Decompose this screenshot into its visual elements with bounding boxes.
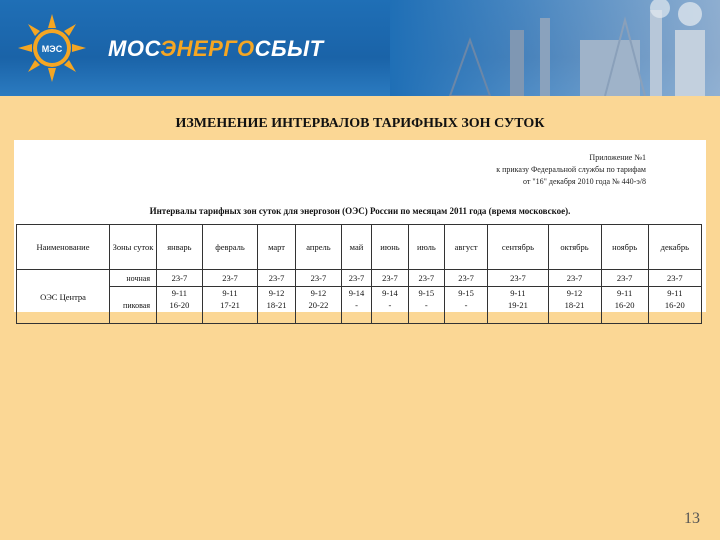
brand-name [108,36,324,62]
night-value: 23-7 [295,270,341,287]
header-month: август [444,225,488,270]
header-month: октябрь [548,225,601,270]
table-row-night [17,270,702,287]
peak-cell [408,287,444,324]
peak-cell [372,287,409,324]
peak-interval-1: 9-11 [667,288,683,298]
peak-cell [648,287,701,324]
peak-cell [258,287,296,324]
header-zones: Зоны суток [110,225,157,270]
brand-part-1: МОС [108,36,161,61]
peak-interval-2: - [464,300,468,310]
night-value: 23-7 [648,270,701,287]
peak-cell [548,287,601,324]
peak-interval-2: 20-22 [308,300,329,310]
header-month: март [258,225,296,270]
peak-interval-2: 18-21 [564,300,585,310]
peak-interval-1: 9-11 [510,288,526,298]
header-month: ноябрь [601,225,648,270]
night-value: 23-7 [601,270,648,287]
peak-interval-2: - [355,300,358,310]
header-month: декабрь [648,225,701,270]
header-month: январь [157,225,203,270]
peak-cell [488,287,548,324]
peak-interval-1: 9-12 [566,288,583,298]
peak-interval-1: 9-15 [458,288,474,298]
peak-interval-2: 19-21 [508,300,528,310]
peak-interval-2: 18-21 [266,300,287,310]
table-caption: Интервалы тарифных зон суток для энергозон (ОЭС) России по месяцам 2011 года (время московское). [149,206,571,216]
slide-title: ИЗМЕНЕНИЕ ИНТЕРВАЛОВ ТАРИФНЫХ ЗОН СУТОК [175,116,545,131]
peak-cell [341,287,371,324]
header-month: апрель [295,225,341,270]
peak-interval-2: 16-20 [664,300,685,310]
peak-cell [202,287,257,324]
peak-cell [295,287,341,324]
peak-interval-1: 9-14 [348,288,365,298]
peak-interval-1: 9-14 [382,288,398,298]
header-band [0,0,720,96]
zone-night-label: ночная [110,270,157,287]
night-value: 23-7 [408,270,444,287]
night-value: 23-7 [341,270,371,287]
peak-interval-1: 9-11 [171,288,188,298]
company-logo-icon [12,12,102,84]
header-month: май [341,225,371,270]
night-value: 23-7 [258,270,296,287]
tariff-zones-table [16,224,702,324]
night-value: 23-7 [157,270,203,287]
document-panel [14,140,706,312]
appendix-line-2: к приказу Федеральной службы по тарифам [496,165,646,174]
header-name: Наименование [17,225,110,270]
peak-cell [444,287,488,324]
region-name: ОЭС Центра [17,270,110,324]
header-month: июль [408,225,444,270]
peak-cell [157,287,203,324]
night-value: 23-7 [444,270,488,287]
header-month: июнь [372,225,409,270]
page-number: 13 [684,510,700,527]
peak-interval-1: 9-11 [222,288,238,298]
header-photo [390,0,720,96]
night-value: 23-7 [488,270,548,287]
peak-interval-2: 16-20 [169,300,190,310]
appendix-line-1: Приложение №1 [589,153,646,162]
table-header-row [17,225,702,270]
peak-interval-1: 9-12 [310,288,327,298]
zone-peak-label: пиковая [110,287,157,324]
peak-cell [601,287,648,324]
peak-interval-1: 9-12 [268,288,285,298]
peak-interval-2: 17-21 [220,300,240,310]
peak-interval-2: - [388,300,392,310]
appendix-line-3: от "16" декабря 2010 года № 440-э/8 [522,177,646,186]
brand-part-3: СБЫТ [254,36,324,61]
appendix-note [436,152,646,188]
header-month: сентябрь [488,225,548,270]
night-value: 23-7 [548,270,601,287]
logo-text: МЭС [41,44,63,54]
table-row-peak [17,287,702,324]
peak-interval-2: 16-20 [614,300,635,310]
night-value: 23-7 [202,270,257,287]
peak-interval-1: 9-15 [418,288,435,298]
brand-part-2: ЭНЕРГО [160,36,255,61]
power-plant-illustration [390,0,720,96]
peak-interval-1: 9-11 [616,288,633,298]
night-value: 23-7 [372,270,409,287]
peak-interval-2: - [424,300,428,310]
header-month: февраль [202,225,257,270]
